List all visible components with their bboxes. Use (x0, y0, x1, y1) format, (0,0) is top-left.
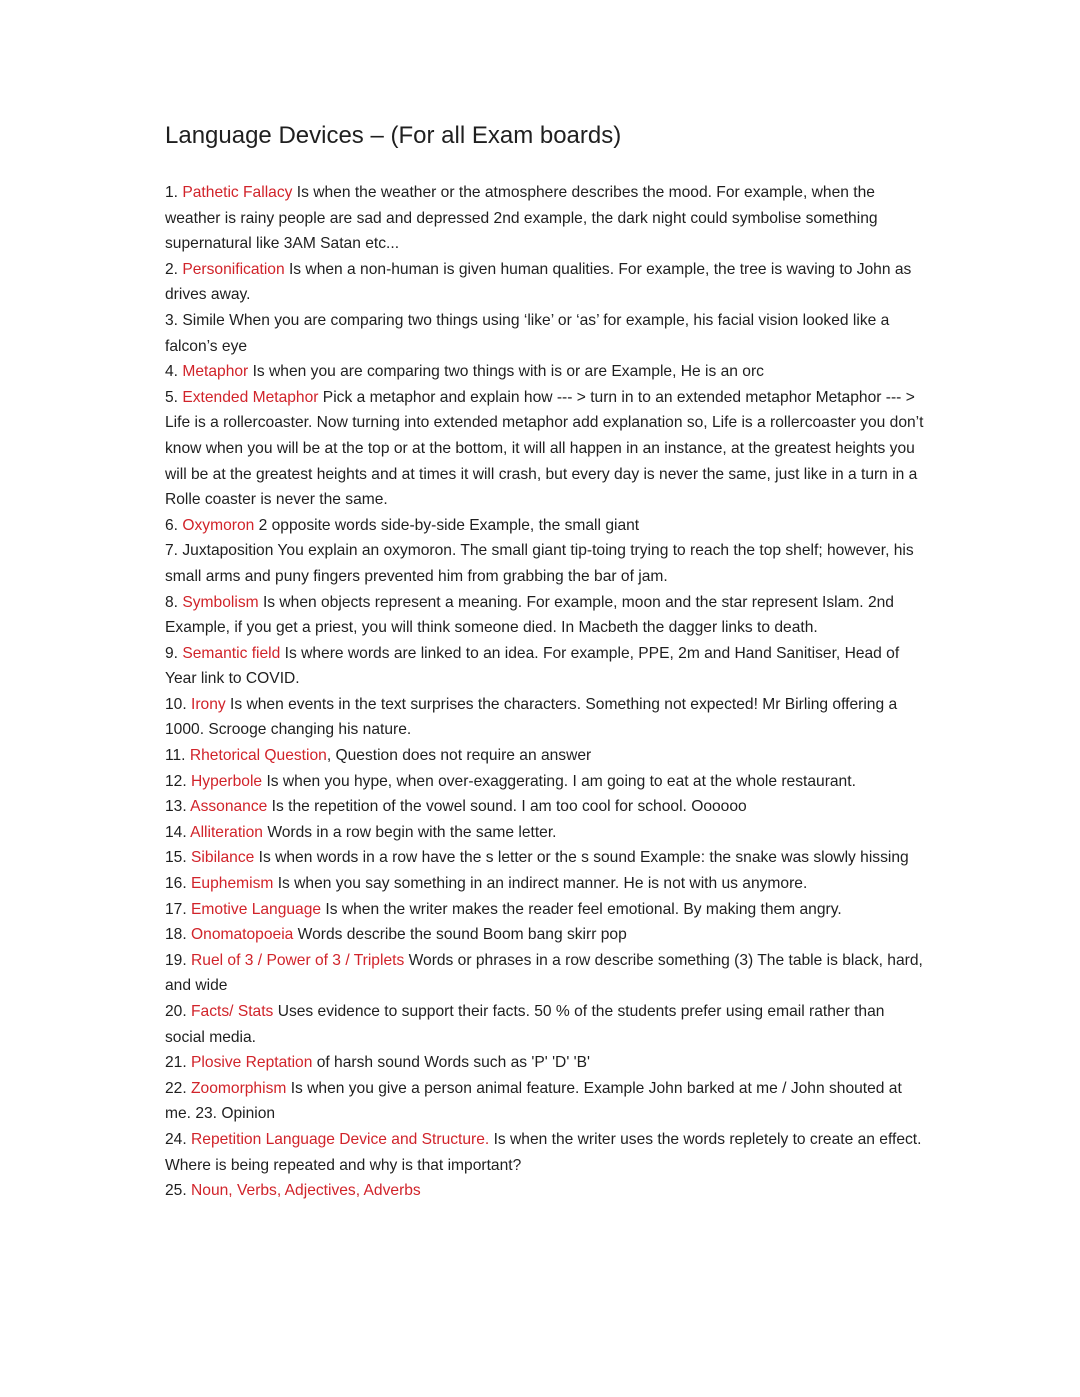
item-description: Pick a metaphor and explain how --- > turn in to an extended metaphor Metaphor --- > Life is a rollercoaster. Now turning into extended metaphor add explanation so, Life is a rollercoaster you don’t know when you will be at the top or at the bottom, it will all happen in an instance, at the greatest heights you will be at the greatest heights and at times it will crash, but every day is never the same, just like in a turn in a Rolle coaster is never the same. (165, 388, 924, 509)
document-title: Language Devices – (For all Exam boards) (165, 122, 622, 149)
item-term: Alliteration (190, 823, 263, 841)
item-term: Personification (182, 260, 285, 278)
list-item (165, 922, 925, 948)
list-item (165, 948, 925, 999)
item-term: Symbolism (182, 593, 259, 611)
item-term: Plosive Reptation (191, 1054, 313, 1072)
item-description: Is when you give a person animal feature. Example John barked at me / John shouted at me. 23. Opinion (165, 1079, 902, 1123)
device-list (165, 180, 925, 1204)
item-description: Is when a non-human is given human qualities. For example, the tree is waving to John as drives away. (165, 260, 912, 304)
item-term: Euphemism (191, 875, 274, 893)
list-item (165, 743, 925, 769)
list-item (165, 538, 925, 589)
item-number: 22. (165, 1079, 187, 1097)
list-item (165, 999, 925, 1050)
item-term: Zoomorphism (191, 1079, 287, 1097)
item-term: Assonance (190, 798, 268, 816)
item-term: Hyperbole (191, 772, 263, 790)
item-number: 4. (165, 363, 179, 381)
item-description: , Question does not require an answer (326, 747, 592, 765)
item-number: 2. (165, 260, 179, 278)
list-item (165, 897, 925, 923)
item-description: Is when objects represent a meaning. For example, moon and the star represent Islam. 2nd Example, if you get a priest, you will think someone died. In Macbeth the dagger links to death. (165, 593, 894, 637)
item-term: Metaphor (182, 363, 249, 381)
item-term: Irony (191, 695, 226, 713)
item-description: Is when you hype, when over-exaggerating. I am going to eat at the whole restaurant. (262, 772, 856, 790)
item-term: Ruel of 3 / Power of 3 / Triplets (191, 951, 405, 969)
item-description: Is when the writer uses the words repletely to create an effect. Where is being repeated and why is that important? (165, 1130, 922, 1174)
item-description: Is the repetition of the vowel sound. I am too cool for school. Oooooo (267, 798, 747, 816)
item-description: Is when events in the text surprises the characters. Something not expected! Mr Birling offering a 1000. Scrooge changing his nature. (165, 695, 898, 739)
item-number: 19. (165, 951, 187, 969)
item-number: 25. (165, 1182, 187, 1200)
item-term: Sibilance (191, 849, 255, 867)
item-number: 18. (165, 926, 187, 944)
item-term: Rhetorical Question (189, 747, 327, 765)
list-item (165, 180, 925, 257)
item-term: Repetition Language Device and Structure. (191, 1130, 490, 1148)
item-term: Oxymoron (182, 516, 255, 534)
item-description: Words in a row begin with the same letter. (262, 823, 557, 841)
list-item (165, 871, 925, 897)
list-item (165, 820, 925, 846)
item-number: 1. (165, 184, 179, 201)
item-term: Noun, Verbs, Adjectives, Adverbs (191, 1182, 421, 1200)
list-item (165, 257, 925, 308)
item-description: Is when the weather or the atmosphere describes the mood. For example, when the weather is rainy people are sad and depressed 2nd example, the dark night could symbolise something supernatural like 3AM Satan etc... (165, 184, 878, 253)
list-item (165, 769, 925, 795)
item-number: 3. (165, 311, 179, 329)
item-number: 7. (165, 542, 179, 560)
list-item (165, 1076, 925, 1127)
item-number: 13. (165, 798, 187, 816)
item-number: 12. (165, 772, 187, 790)
item-term: Facts/ Stats (191, 1003, 274, 1020)
item-description: Words describe the sound Boom bang skirr pop (293, 926, 627, 944)
item-description: Uses evidence to support their facts. 50 % of the students prefer using email rather than social media. (165, 1003, 885, 1046)
item-term: Emotive Language (191, 900, 322, 918)
list-item (165, 1050, 925, 1076)
item-term: Extended Metaphor (182, 388, 319, 406)
item-description: Is when the writer makes the reader feel emotional. By making them angry. (321, 900, 842, 918)
item-description: Simile When you are comparing two things using ‘like’ or ‘as’ for example, his facial vision looked like a falcon’s eye (165, 311, 890, 355)
list-item (165, 692, 925, 743)
item-number: 8. (165, 593, 179, 611)
item-description: 2 opposite words side-by-side Example, the small giant (254, 516, 640, 534)
list-item (165, 590, 925, 641)
item-description: Juxtaposition You explain an oxymoron. The small giant tip-toing trying to reach the top shelf; however, his small arms and puny fingers prevented him from grabbing the bar of jam. (165, 542, 914, 585)
list-item (165, 641, 925, 692)
item-term: Onomatopoeia (191, 926, 294, 944)
list-item (165, 513, 925, 539)
item-number: 9. (165, 644, 179, 662)
item-number: 20. (165, 1003, 187, 1020)
item-term: Pathetic Fallacy (182, 184, 293, 201)
document-page (165, 118, 925, 1204)
list-item (165, 845, 925, 871)
item-description: Is when you are comparing two things with is or are Example, He is an orc (248, 363, 764, 381)
item-description: of harsh sound Words such as 'P' 'D' 'B' (312, 1054, 590, 1072)
list-item (165, 1178, 925, 1204)
item-number: 24. (165, 1130, 187, 1148)
item-number: 16. (165, 875, 187, 893)
item-description: Is where words are linked to an idea. For example, PPE, 2m and Hand Sanitiser, Head of Year link to COVID. (165, 644, 900, 688)
item-term: Semantic field (182, 644, 281, 662)
list-item (165, 308, 925, 359)
item-number: 6. (165, 516, 179, 534)
item-number: 14. (165, 823, 187, 841)
item-number: 15. (165, 849, 187, 867)
item-number: 10. (165, 695, 187, 713)
list-item (165, 1127, 925, 1178)
item-description: Is when words in a row have the s letter or the s sound Example: the snake was slowly hissing (254, 849, 909, 867)
item-number: 21. (165, 1054, 187, 1072)
list-item (165, 794, 925, 820)
list-item (165, 385, 925, 513)
item-number: 11. (165, 747, 186, 765)
item-number: 5. (165, 388, 179, 406)
list-item (165, 359, 925, 385)
item-number: 17. (165, 900, 187, 918)
item-description: Is when you say something in an indirect manner. He is not with us anymore. (273, 875, 808, 893)
item-description: Words or phrases in a row describe something (3) The table is black, hard, and wide (165, 951, 923, 995)
